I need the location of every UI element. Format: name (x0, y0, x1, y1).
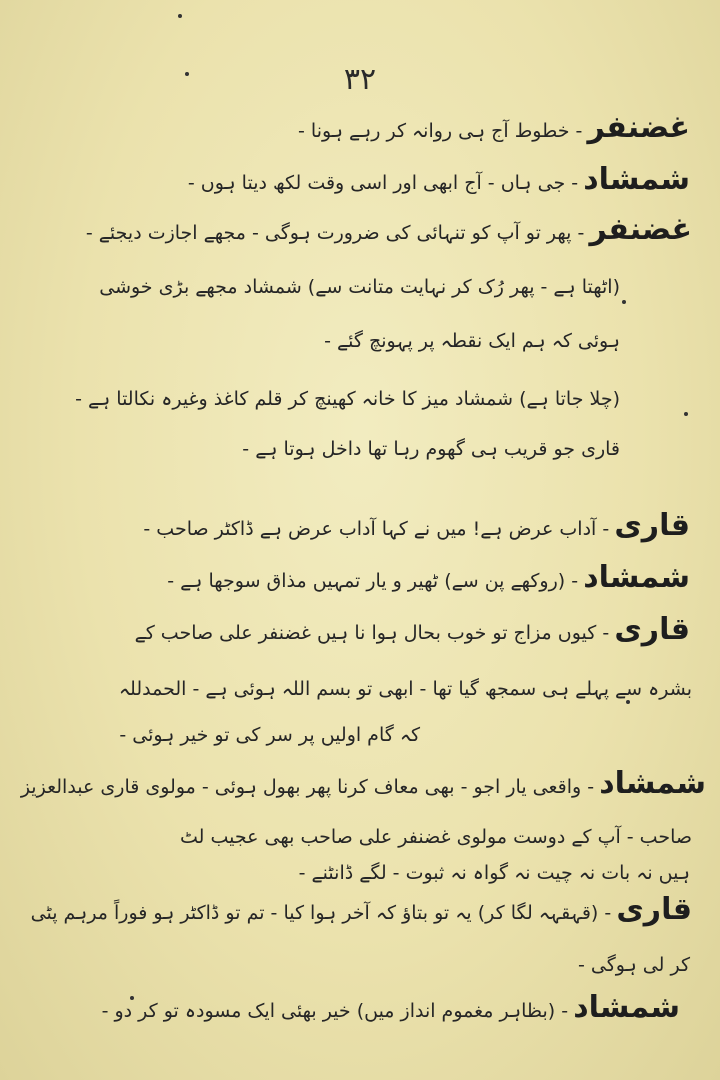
dialog-line (143, 508, 690, 543)
page-number: ٣٢ (343, 62, 377, 97)
dialog-line (188, 162, 690, 197)
speaker-name: قاری (614, 508, 690, 543)
dialog-text: صاحب - آپ کے دوست مولوی غضنفر علی صاحب بھی عجیب لٹ (180, 826, 692, 848)
dialog-text: - خطوط آج ہی روانہ کر رہے ہونا - (298, 120, 583, 142)
dialog-line (75, 378, 620, 413)
dialog-line (298, 110, 690, 145)
dialog-text: قاری جو قریب ہی گھوم رہا تھا داخل ہوتا ہے - (242, 438, 620, 460)
dialog-text: (اٹھتا ہے - پھر رُک کر نہایت متانت سے) شمشاد مجھے بڑی خوشی (99, 276, 620, 298)
dialog-line (99, 266, 620, 301)
dialog-text: - (روکھے پن سے) ٹھیر و یار تمہیں مذاق سوجھا ہے - (167, 570, 579, 592)
ink-speck (622, 300, 626, 304)
dialog-text: بشرہ سے پہلے ہی سمجھ گیا تھا - ابھی تو بسم اللہ ہوئی ہے - الحمدللہ (118, 678, 692, 700)
ink-speck (130, 996, 134, 1000)
dialog-text: ہوئی کہ ہم ایک نقطہ پر پہونچ گئے - (324, 330, 620, 352)
dialog-text: - واقعی یار اجو - بھی معاف کرنا پھر بھول ہوئی - مولوی قاری عبدالعزیز (20, 776, 595, 798)
dialog-text: (چلا جاتا ہے) شمشاد میز کا خانہ کھینچ کر قلم کاغذ وغیرہ نکالتا ہے - (75, 388, 620, 410)
dialog-text: ہیں نہ بات نہ چیت نہ گواہ نہ ثبوت - لگے ڈانٹنے - (298, 862, 690, 884)
dialog-line (167, 560, 690, 595)
ink-speck (185, 72, 189, 76)
ink-speck (684, 412, 688, 416)
dialog-text: - (قہقہہ لگا کر) یہ تو بتاؤ کہ آخر ہوا کیا - تم تو ڈاکٹر ہو فوراً مرہم پٹی (30, 902, 612, 924)
dialog-line (242, 428, 620, 463)
dialog-text: - پھر تو آپ کو تنہائی کی ضرورت ہوگی - مجھے اجازت دیجئے - (85, 222, 585, 244)
speaker-name: قاری (614, 612, 690, 647)
speaker-name: غضنفر (587, 110, 690, 145)
dialog-text: کر لی ہوگی - (578, 954, 690, 976)
dialog-text: - جی ہاں - آج ابھی اور اسی وقت لکھ دیتا ہوں - (187, 172, 579, 194)
dialog-line (324, 320, 620, 355)
dialog-line (31, 892, 692, 927)
dialog-text: - (بظاہر مغموم انداز میں) خیر بھئی ایک مسودہ تو کر دو - (101, 1000, 569, 1022)
ink-speck (178, 14, 182, 18)
ink-speck (626, 700, 630, 704)
dialog-text: - کیوں مزاج تو خوب بحال ہوا نا ہیں غضنفر علی صاحب کے (134, 622, 610, 644)
dialog-text: کہ گام اولیں پر سر کی تو خیر ہوئی - (119, 724, 420, 746)
speaker-name: شمشاد (583, 560, 690, 595)
speaker-name: غضنفر (589, 212, 692, 247)
dialog-line (119, 668, 692, 703)
dialog-line (180, 816, 692, 851)
dialog-text: - آداب عرض ہے! میں نے کہا آداب عرض ہے ڈاکٹر صاحب - (143, 518, 610, 540)
speaker-name: شمشاد (583, 162, 690, 197)
dialog-line (299, 852, 690, 887)
dialog-line (102, 990, 680, 1025)
speaker-name: شمشاد (599, 766, 706, 801)
speaker-name: شمشاد (573, 990, 680, 1025)
dialog-line (119, 714, 420, 749)
speaker-name: قاری (616, 892, 692, 927)
dialog-line (86, 212, 692, 247)
dialog-line (135, 612, 690, 647)
dialog-line (578, 944, 690, 979)
dialog-line (21, 766, 706, 801)
